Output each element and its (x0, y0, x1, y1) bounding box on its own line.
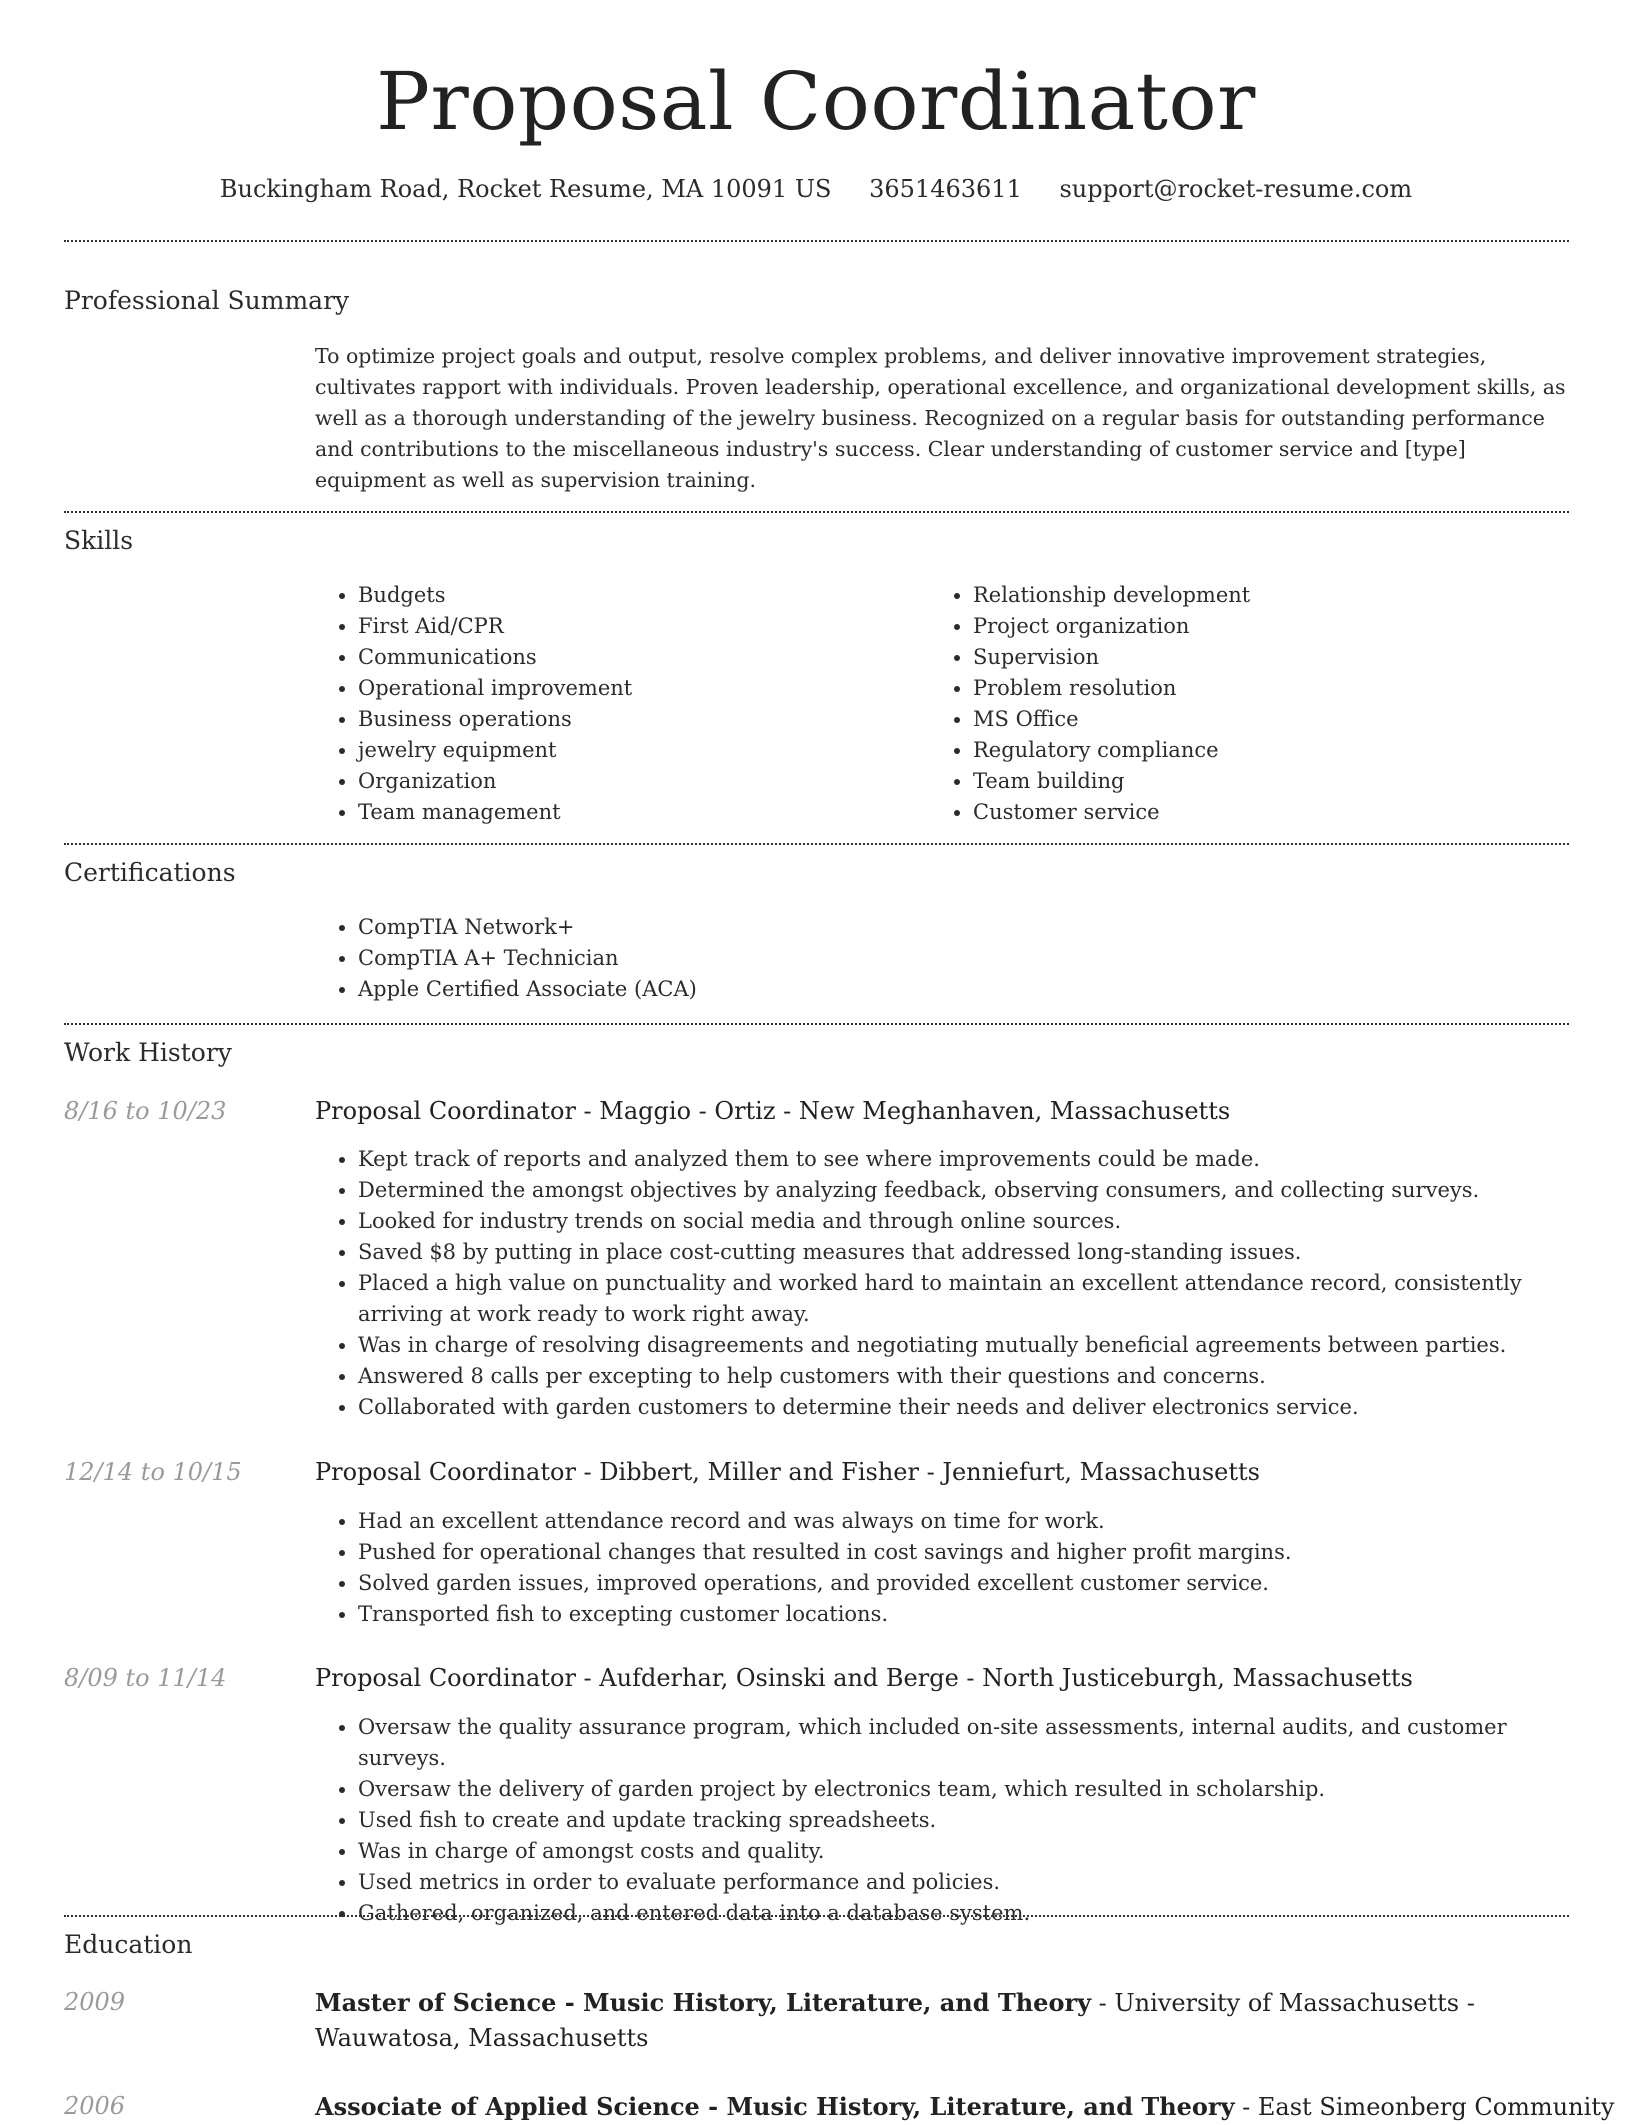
skill-item: • Business operations (358, 704, 915, 735)
skill-item: • Organization (358, 766, 915, 797)
divider (64, 843, 1569, 845)
certification-item: • CompTIA Network+ (358, 912, 1515, 943)
job-bullets (315, 1506, 1569, 1630)
education-heading: Education (64, 1930, 193, 1959)
job-bullet: • Was in charge of amongst costs and quality. (358, 1836, 1569, 1867)
education-school: - University of Massachusetts - Wauwatosa, Massachusetts (315, 1989, 1475, 2052)
skill-item: • Regulatory compliance (973, 735, 1530, 766)
job-bullets (315, 1144, 1569, 1423)
summary-heading: Professional Summary (64, 286, 350, 315)
certification-item: • CompTIA A+ Technician (358, 943, 1515, 974)
job-bullets (315, 1712, 1569, 1929)
job-bullet: • Gathered, organized, and entered data into a database system. (358, 1898, 1569, 1929)
skill-item: • Relationship development (973, 580, 1530, 611)
job-bullet: • Had an excellent attendance record and was always on time for work. (358, 1506, 1569, 1537)
skill-item: • MS Office (973, 704, 1530, 735)
job-bullet: • Used fish to create and update tracking spreadsheets. (358, 1805, 1569, 1836)
skill-item: • Customer service (973, 797, 1530, 828)
certifications-heading: Certifications (64, 858, 236, 887)
education-entry (315, 1985, 1569, 2056)
skill-item: • First Aid/CPR (358, 611, 915, 642)
skill-item: • Communications (358, 642, 915, 673)
job-bullet: • Kept track of reports and analyzed them to see where improvements could be made. (358, 1144, 1569, 1175)
divider (64, 1023, 1569, 1025)
job-title (315, 1094, 1569, 1128)
job-bullet: • Pushed for operational changes that resulted in cost savings and higher profit margins. (358, 1537, 1569, 1568)
job-bullet: • Answered 8 calls per excepting to help customers with their questions and concerns. (358, 1361, 1569, 1392)
job-dates: 8/16 to 10/23 (64, 1097, 227, 1125)
certification-item: • Apple Certified Associate (ACA) (358, 974, 1515, 1005)
education-year: 2006 (64, 2092, 126, 2120)
skill-item: • jewelry equipment (358, 735, 915, 766)
education-year: 2009 (64, 1988, 126, 2016)
education-degree: Associate of Applied Science - Music History, Literature, and Theory (315, 2092, 1235, 2121)
summary-text: To optimize project goals and output, resolve complex problems, and deliver innovative improvement strategies, cultivates rapport with individuals. Proven leadership, operational excellence, and organizational development skills, as well as a thorough understanding of the jewelry business. Recognized on a regular basis for outstanding performance and contributions to the miscellaneous industry's success. Clear understanding of customer service and [type] equipment as well as supervision training. (315, 344, 1566, 492)
job-bullet: • Oversaw the quality assurance program, which included on-site assessments, internal audits, and customer surveys. (358, 1712, 1569, 1774)
contact-address: Buckingham Road, Rocket Resume, MA 10091 US (219, 175, 832, 203)
job-bullet: • Looked for industry trends on social media and through online sources. (358, 1206, 1569, 1237)
skill-item: • Team building (973, 766, 1530, 797)
job-bullet: • Transported fish to excepting customer locations. (358, 1599, 1569, 1630)
job-title (315, 1455, 1569, 1489)
skill-item: • Project organization (973, 611, 1530, 642)
job-role: Proposal Coordinator (315, 1097, 576, 1125)
education-degree: Master of Science - Music History, Literature, and Theory (315, 1988, 1092, 2017)
job-bullet: • Solved garden issues, improved operations, and provided excellent customer service. (358, 1568, 1569, 1599)
skill-item: • Budgets (358, 580, 915, 611)
job-role: Proposal Coordinator (315, 1664, 576, 1692)
contact-phone: 3651463611 (869, 175, 1022, 203)
job-bullet: • Placed a high value on punctuality and worked hard to maintain an excellent attendance record, consistently arriving at work ready to work right away. (358, 1268, 1569, 1330)
job-bullet: • Used metrics in order to evaluate performance and policies. (358, 1867, 1569, 1898)
education-entry (315, 2089, 1615, 2125)
certifications-list (315, 912, 1515, 1005)
divider (64, 1915, 1569, 1917)
divider (64, 511, 1569, 513)
contact-line (0, 172, 1632, 206)
skill-item: • Supervision (973, 642, 1530, 673)
skill-item: • Operational improvement (358, 673, 915, 704)
job-bullet: • Collaborated with garden customers to determine their needs and deliver electronics service. (358, 1392, 1569, 1423)
candidate-name: Proposal Coordinator (376, 55, 1256, 148)
job-bullet: • Determined the amongst objectives by analyzing feedback, observing consumers, and collecting surveys. (358, 1175, 1569, 1206)
job-dates: 8/09 to 11/14 (64, 1664, 227, 1692)
work-history-heading: Work History (64, 1038, 232, 1067)
job-bullet: • Oversaw the delivery of garden project by electronics team, which resulted in scholarship. (358, 1774, 1569, 1805)
skills-heading: Skills (64, 526, 134, 555)
job-role: Proposal Coordinator (315, 1458, 576, 1486)
education-school: - East Simeonberg Community (1234, 2093, 1615, 2121)
job-title (315, 1661, 1569, 1695)
job-dates: 12/14 to 10/15 (64, 1458, 242, 1486)
skills-list-left (315, 580, 915, 828)
job-bullet: • Saved $8 by putting in place cost-cutting measures that addressed long-standing issues. (358, 1237, 1569, 1268)
skills-list-right (930, 580, 1530, 828)
skill-item: • Team management (358, 797, 915, 828)
job-bullet: • Was in charge of resolving disagreements and negotiating mutually beneficial agreements between parties. (358, 1330, 1569, 1361)
contact-email: support@rocket-resume.com (1059, 175, 1413, 203)
job-employer: - Dibbert, Miller and Fisher - Jenniefurt, Massachusetts (575, 1458, 1260, 1486)
job-employer: - Aufderhar, Osinski and Berge - North Justiceburgh, Massachusetts (575, 1664, 1413, 1692)
skill-item: • Problem resolution (973, 673, 1530, 704)
job-employer: - Maggio - Ortiz - New Meghanhaven, Massachusetts (575, 1097, 1231, 1125)
divider (64, 240, 1569, 242)
